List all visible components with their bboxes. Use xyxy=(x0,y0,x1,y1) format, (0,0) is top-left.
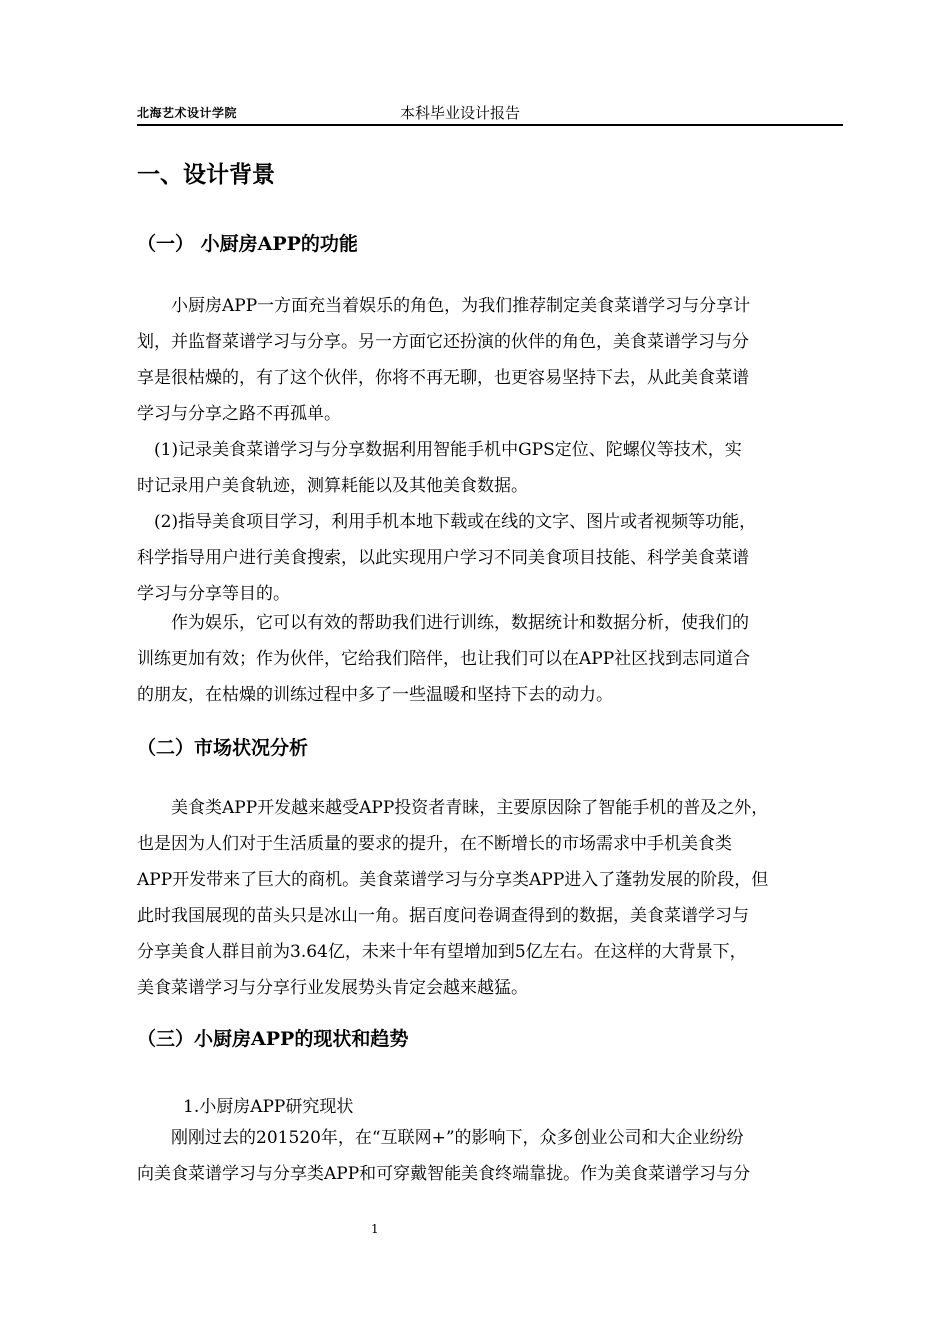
text-line: 科学指导用户进行美食搜索，以此实现用户学习不同美食项目技能、科学美食菜谱 xyxy=(137,548,749,568)
text-line: (2)指导美食项目学习，利用手机本地下载或在线的文字、图片或者视频等功能， xyxy=(137,512,757,532)
text-line: 学习与分享之路不再孤单。 xyxy=(137,404,341,424)
section-1-paragraph-3 xyxy=(137,504,837,612)
text-line: 美食菜谱学习与分享行业发展势头肯定会越来越猛。 xyxy=(137,978,528,998)
text-line: 学习与分享等目的。 xyxy=(137,584,290,604)
text-line: 训练更加有效；作为伙伴，它给我们陪伴，也让我们可以在APP社区找到志同道合 xyxy=(137,649,751,669)
section-1-heading: （一） 小厨房APP的功能 xyxy=(137,233,358,255)
report-title: 本科毕业设计报告 xyxy=(400,104,521,122)
text-line: 作为娱乐，它可以有效的帮助我们进行训练，数据统计和数据分析，使我们的 xyxy=(137,613,749,633)
section-1-paragraph-4 xyxy=(137,605,837,713)
text-line: 向美食菜谱学习与分享类APP和可穿戴智能美食终端靠拢。作为美食菜谱学习与分 xyxy=(137,1164,751,1184)
text-line: (1)记录美食菜谱学习与分享数据利用智能手机中GPS定位、陀螺仪等技术，实 xyxy=(137,440,742,460)
text-line: 刚刚过去的201520年，在“互联网+”的影响下，众多创业公司和大企业纷纷 xyxy=(137,1128,744,1148)
text-line: 的朋友，在枯燥的训练过程中多了一些温暖和坚持下去的动力。 xyxy=(137,685,613,705)
section-3-paragraph xyxy=(137,1120,837,1192)
text-line: 划，并监督菜谱学习与分享。另一方面它还扮演的伙伴的角色，美食菜谱学习与分 xyxy=(137,332,749,352)
page-number: 1 xyxy=(371,1222,379,1236)
section-3-heading: （三）小厨房APP的现状和趋势 xyxy=(137,1028,409,1050)
text-line: 小厨房APP一方面充当着娱乐的角色，为我们推荐制定美食菜谱学习与分享计 xyxy=(137,296,751,316)
text-line: 此时我国展现的苗头只是冰山一角。据百度问卷调查得到的数据，美食菜谱学习与 xyxy=(137,906,749,926)
text-line: 时记录用户美食轨迹，测算耗能以及其他美食数据。 xyxy=(137,476,528,496)
text-line: 分享美食人群目前为3.64亿，未来十年有望增加到5亿左右。在这样的大背景下， xyxy=(137,942,747,962)
section-2-heading: （二）市场状况分析 xyxy=(137,737,309,759)
chapter-heading: 一、设计背景 xyxy=(137,161,275,188)
text-line: 美食类APP开发越来越受APP投资者青睐，主要原因除了智能手机的普及之外， xyxy=(137,798,769,818)
text-line: 也是因为人们对于生活质量的要求的提升，在不断增长的市场需求中手机美食类 xyxy=(137,834,732,854)
section-2-paragraph xyxy=(137,790,837,1006)
text-line: 享是很枯燥的，有了这个伙伴，你将不再无聊，也更容易坚持下去，从此美食菜谱 xyxy=(137,368,749,388)
section-1-paragraph-1 xyxy=(137,288,837,432)
subsection-heading: 1.小厨房APP研究现状 xyxy=(183,1097,354,1117)
header-divider xyxy=(137,124,843,126)
text-line: APP开发带来了巨大的商机。美食菜谱学习与分享类APP进入了蓬勃发展的阶段，但 xyxy=(137,870,769,890)
section-1-paragraph-2 xyxy=(137,432,837,504)
school-name: 北海艺术设计学院 xyxy=(137,106,238,120)
